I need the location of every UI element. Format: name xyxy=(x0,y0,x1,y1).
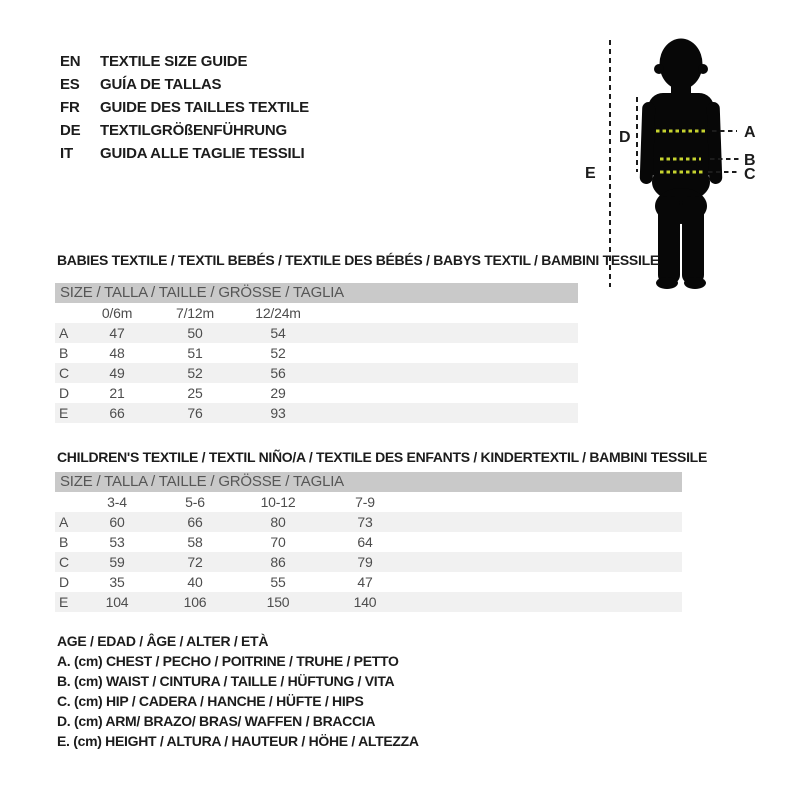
col-header: 5-6 xyxy=(185,494,205,510)
babies-table-title: BABIES TEXTILE / TEXTIL BEBÉS / TEXTILE DES BÉBÉS / BABYS TEXTIL / BAMBINI TESSILE xyxy=(57,252,659,268)
col-header: 7-9 xyxy=(355,494,375,510)
value-cell: 58 xyxy=(187,534,203,550)
lang-code: DE xyxy=(60,122,81,139)
table-row-c xyxy=(55,363,578,383)
value-cell: 73 xyxy=(357,514,373,530)
value-cell: 140 xyxy=(353,594,377,610)
lang-row-de xyxy=(60,119,309,142)
table-row-a xyxy=(55,512,682,532)
lang-code: IT xyxy=(60,145,73,162)
lang-label: GUIDA ALLE TAGLIE TESSILI xyxy=(100,145,305,162)
legend-hip: C. (cm) HIP / CADERA / HANCHE / HÜFTE / HIPS xyxy=(57,693,364,709)
legend-waist: B. (cm) WAIST / CINTURA / TAILLE / HÜFTUNG / VITA xyxy=(57,673,395,689)
value-cell: 66 xyxy=(109,405,125,421)
filler-cell xyxy=(321,343,578,363)
table-row-d xyxy=(55,383,578,403)
lang-row-en xyxy=(60,50,309,73)
row-label: E xyxy=(59,594,69,610)
col-header: 3-4 xyxy=(107,494,127,510)
col-header: 7/12m xyxy=(176,305,214,321)
table-row-c xyxy=(55,552,682,572)
filler-cell xyxy=(409,592,682,612)
filler-cell xyxy=(321,323,578,343)
value-cell: 47 xyxy=(357,574,373,590)
value-cell: 56 xyxy=(270,365,286,381)
table-row-d xyxy=(55,572,682,592)
lang-label: TEXTILE SIZE GUIDE xyxy=(100,53,248,70)
lang-code: ES xyxy=(60,76,80,93)
value-cell: 40 xyxy=(187,574,203,590)
legend-age: AGE / EDAD / ÂGE / ALTER / ETÀ xyxy=(57,633,269,649)
row-label: C xyxy=(59,554,69,570)
value-cell: 86 xyxy=(270,554,286,570)
col-header: 10-12 xyxy=(260,494,296,510)
value-cell: 54 xyxy=(270,325,286,341)
value-cell: 52 xyxy=(187,365,203,381)
table-row-e xyxy=(55,403,578,423)
filler-cell xyxy=(409,532,682,552)
legend-chest: A. (cm) CHEST / PECHO / POITRINE / TRUHE / PETTO xyxy=(57,653,399,669)
value-cell: 55 xyxy=(270,574,286,590)
size-header-band: SIZE / TALLA / TAILLE / GRÖSSE / TAGLIA xyxy=(55,472,682,492)
col-header: 12/24m xyxy=(255,305,301,321)
legend-height: E. (cm) HEIGHT / ALTURA / HAUTEUR / HÖHE / ALTEZZA xyxy=(57,733,419,749)
row-label: E xyxy=(59,405,69,421)
table-row-b xyxy=(55,343,578,363)
value-cell: 72 xyxy=(187,554,203,570)
value-cell: 104 xyxy=(105,594,129,610)
children-table xyxy=(55,472,682,612)
size-header-band: SIZE / TALLA / TAILLE / GRÖSSE / TAGLIA xyxy=(55,283,578,303)
lang-row-it xyxy=(60,142,309,165)
lang-row-fr xyxy=(60,96,309,119)
value-cell: 93 xyxy=(270,405,286,421)
value-cell: 50 xyxy=(187,325,203,341)
value-cell: 48 xyxy=(109,345,125,361)
corner-cell xyxy=(55,303,79,323)
lang-label: GUIDE DES TAILLES TEXTILE xyxy=(100,99,309,116)
col-header: 0/6m xyxy=(101,305,133,321)
measurement-legend xyxy=(57,631,419,751)
lang-code: EN xyxy=(60,53,81,70)
label-chest-a: A xyxy=(744,124,756,141)
label-arm-d: D xyxy=(619,129,631,146)
label-waist-b: B xyxy=(744,152,756,169)
filler-cell xyxy=(321,403,578,423)
filler-cell xyxy=(409,492,682,512)
corner-cell xyxy=(55,492,79,512)
filler-cell xyxy=(409,512,682,532)
row-label: D xyxy=(59,574,69,590)
value-cell: 66 xyxy=(187,514,203,530)
value-cell: 76 xyxy=(187,405,203,421)
lang-label: TEXTILGRÖßENFÜHRUNG xyxy=(100,122,288,139)
row-label: A xyxy=(59,325,69,341)
babies-table xyxy=(55,283,578,423)
table-row-b xyxy=(55,532,682,552)
table-row-a xyxy=(55,323,578,343)
filler-cell xyxy=(409,572,682,592)
value-cell: 70 xyxy=(270,534,286,550)
value-cell: 150 xyxy=(266,594,290,610)
value-cell: 29 xyxy=(270,385,286,401)
value-cell: 59 xyxy=(109,554,125,570)
row-label: B xyxy=(59,345,69,361)
label-height-e: E xyxy=(585,165,596,182)
column-header-row xyxy=(55,492,682,512)
lang-row-es xyxy=(60,73,309,96)
children-table-title: CHILDREN'S TEXTILE / TEXTIL NIÑO/A / TEXTILE DES ENFANTS / KINDERTEXTIL / BAMBINI TESSILE xyxy=(57,449,707,465)
row-label: C xyxy=(59,365,69,381)
legend-arm: D. (cm) ARM/ BRAZO/ BRAS/ WAFFEN / BRACCIA xyxy=(57,713,376,729)
filler-cell xyxy=(409,552,682,572)
value-cell: 80 xyxy=(270,514,286,530)
value-cell: 106 xyxy=(183,594,207,610)
row-label: A xyxy=(59,514,69,530)
filler-cell xyxy=(321,383,578,403)
lang-code: FR xyxy=(60,99,80,116)
filler-cell xyxy=(321,303,578,323)
value-cell: 25 xyxy=(187,385,203,401)
value-cell: 47 xyxy=(109,325,125,341)
row-label: D xyxy=(59,385,69,401)
lang-label: GUÍA DE TALLAS xyxy=(100,76,222,93)
label-hip-c: C xyxy=(744,166,756,183)
filler-cell xyxy=(321,363,578,383)
value-cell: 53 xyxy=(109,534,125,550)
value-cell: 35 xyxy=(109,574,125,590)
row-label: B xyxy=(59,534,69,550)
value-cell: 51 xyxy=(187,345,203,361)
value-cell: 49 xyxy=(109,365,125,381)
value-cell: 64 xyxy=(357,534,373,550)
value-cell: 52 xyxy=(270,345,286,361)
column-header-row xyxy=(55,303,578,323)
language-list xyxy=(60,50,309,165)
value-cell: 21 xyxy=(109,385,125,401)
value-cell: 60 xyxy=(109,514,125,530)
table-row-e xyxy=(55,592,682,612)
value-cell: 79 xyxy=(357,554,373,570)
